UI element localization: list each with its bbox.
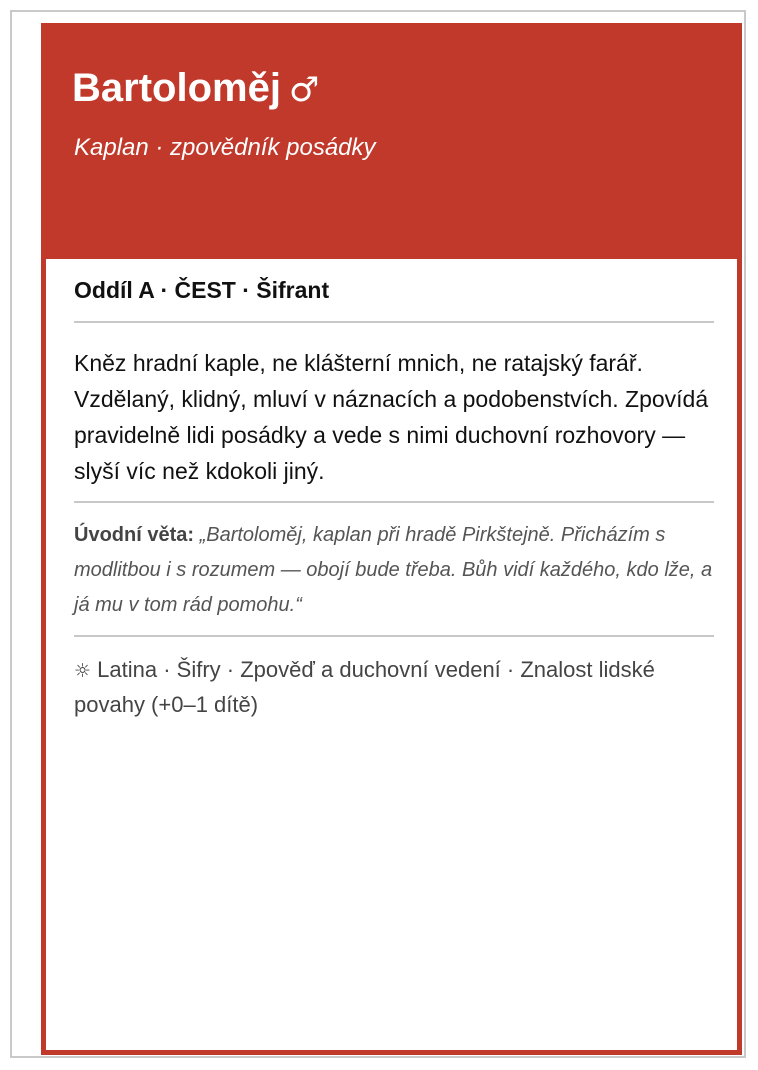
intro-line bbox=[74, 518, 714, 623]
character-name: Bartoloměj bbox=[72, 66, 281, 110]
divider bbox=[74, 321, 714, 323]
card-header bbox=[46, 28, 737, 259]
card-body bbox=[74, 259, 714, 722]
character-name-row bbox=[72, 64, 319, 114]
skills-text: Latina · Šifry · Zpověď a duchovní vedení · Znalost lidské povahy (+0–1 dítě) bbox=[74, 657, 655, 717]
page-frame bbox=[10, 10, 746, 1058]
intro-label: Úvodní věta: bbox=[74, 524, 195, 546]
character-card bbox=[41, 23, 742, 1055]
male-gender-icon: ♂ bbox=[288, 70, 320, 110]
divider bbox=[74, 635, 714, 637]
character-meta: Oddíl A · ČEST · Šifrant bbox=[74, 277, 330, 303]
sun-icon: ☼ bbox=[74, 660, 92, 682]
divider bbox=[74, 501, 714, 503]
character-description: Kněz hradní kaple, ne klášterní mnich, ne ratajský farář. Vzdělaný, klidný, mluví v náznacích a podobenstvích. Zpovídá pravidelně lidi posádky a vede s nimi duchovní rozhovory — slyší víc než kdokoli jiný. bbox=[74, 350, 709, 484]
skills-line bbox=[74, 653, 714, 722]
intro-quote: „Bartoloměj, kaplan při hradě Pirkštejně. Přicházím s modlitbou i s rozumem — obojí bude třeba. Bůh vidí každého, kdo lže, a já mu v tom rád pomohu.“ bbox=[74, 524, 713, 616]
character-role: Kaplan · zpovědník posádky bbox=[74, 134, 376, 161]
